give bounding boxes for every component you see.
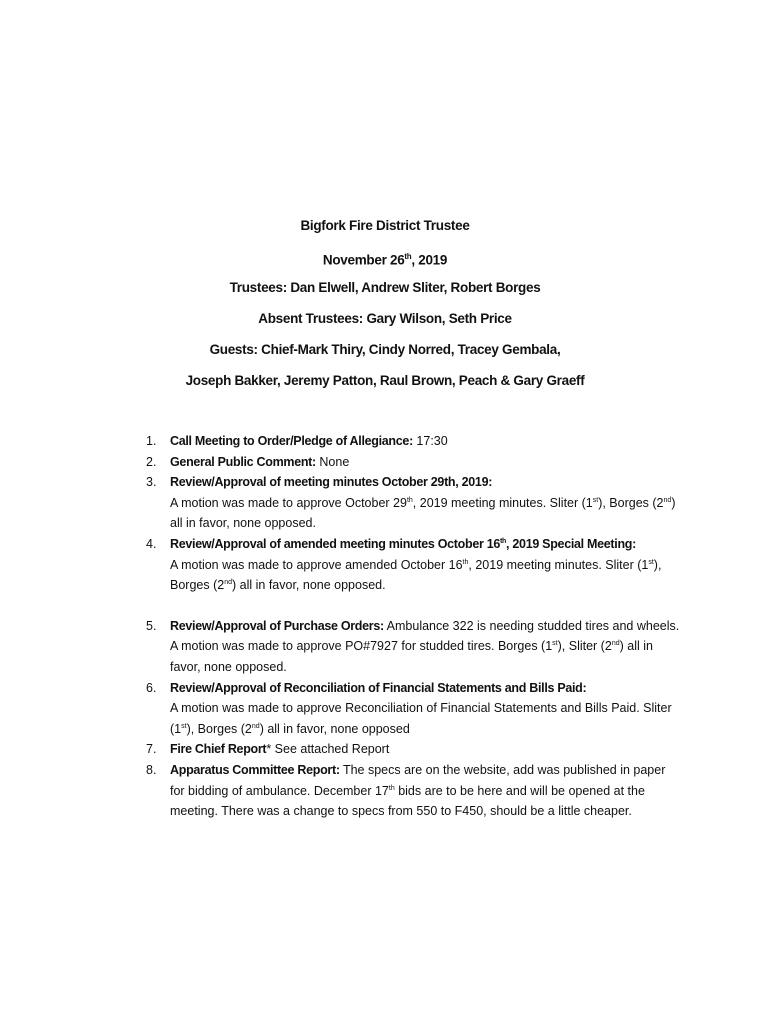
item-number: 2. [146, 454, 157, 469]
item-title: Review/Approval of Reconciliation of Financial Statements and Bills Paid: [170, 680, 587, 695]
item-text: A motion was made to approve Reconciliation of Financial Statements and Bills Paid. Sliter (1st), Borges (2nd) all in favor, none opposed [170, 701, 672, 736]
guests-line-1: Guests: Chief-Mark Thiry, Cindy Norred, Tracey Gembala, [209, 342, 561, 357]
item-number: 7. [146, 742, 157, 757]
item-title: Fire Chief Report [170, 742, 267, 757]
agenda-item-6 [138, 678, 683, 740]
guests-line-2: Joseph Bakker, Jeremy Patton, Raul Brown, Peach & Gary Graeff [185, 373, 585, 388]
item-number: 1. [146, 434, 157, 448]
agenda-item-4 [138, 534, 683, 596]
item-number: 5. [146, 618, 157, 633]
item-text: Ambulance 322 is needing studded tires and wheels. A motion was made to approve PO#7927 for studded tires. Borges (1st), Sliter (2nd) all in favor, none opposed. [170, 618, 680, 674]
agenda-item-5 [138, 616, 683, 678]
spacer [138, 596, 683, 616]
item-title: Apparatus Committee Report: [170, 762, 340, 777]
item-title: General Public Comment: [170, 454, 316, 469]
item-title: Review/Approval of amended meeting minutes October 16th, 2019 Special Meeting: [170, 536, 637, 551]
item-number: 3. [146, 475, 157, 490]
item-title: Review/Approval of Purchase Orders: [170, 618, 384, 633]
item-title: Call Meeting to Order/Pledge of Allegiance: [170, 434, 413, 448]
agenda-list [138, 431, 683, 822]
agenda-item-7 [138, 739, 683, 760]
meeting-date: November 26th, 2019 [322, 252, 448, 268]
item-number: 6. [146, 680, 157, 695]
item-text: * See attached Report [266, 742, 390, 757]
item-number: 8. [146, 762, 157, 777]
agenda-item-8 [138, 760, 683, 822]
item-text: A motion was made to approve amended October 16th, 2019 meeting minutes. Sliter (1st), Borges (2nd) all in favor, none opposed. [170, 557, 662, 593]
item-number: 4. [146, 536, 157, 551]
item-text: A motion was made to approve October 29th, 2019 meeting minutes. Sliter (1st), Borges (2nd) all in favor, none opposed. [170, 495, 676, 531]
agenda-item-3 [138, 472, 683, 534]
item-text: The specs are on the website, add was published in paper for bidding of ambulance. December 17th bids are to be here and will be opened at the meeting. There was a change to specs from 550 to F450, should be a little cheaper. [170, 762, 666, 819]
meeting-header [0, 216, 770, 402]
agenda-item-1 [138, 431, 683, 452]
item-text: 17:30 [412, 434, 448, 448]
absent-trustees-line: Absent Trustees: Gary Wilson, Seth Price [258, 311, 512, 326]
item-title: Review/Approval of meeting minutes October 29th, 2019: [170, 475, 493, 490]
agenda-item-2 [138, 452, 683, 473]
district-title: Bigfork Fire District Trustee [300, 218, 470, 233]
item-text: None [315, 454, 350, 469]
trustees-line: Trustees: Dan Elwell, Andrew Sliter, Robert Borges [229, 280, 541, 295]
